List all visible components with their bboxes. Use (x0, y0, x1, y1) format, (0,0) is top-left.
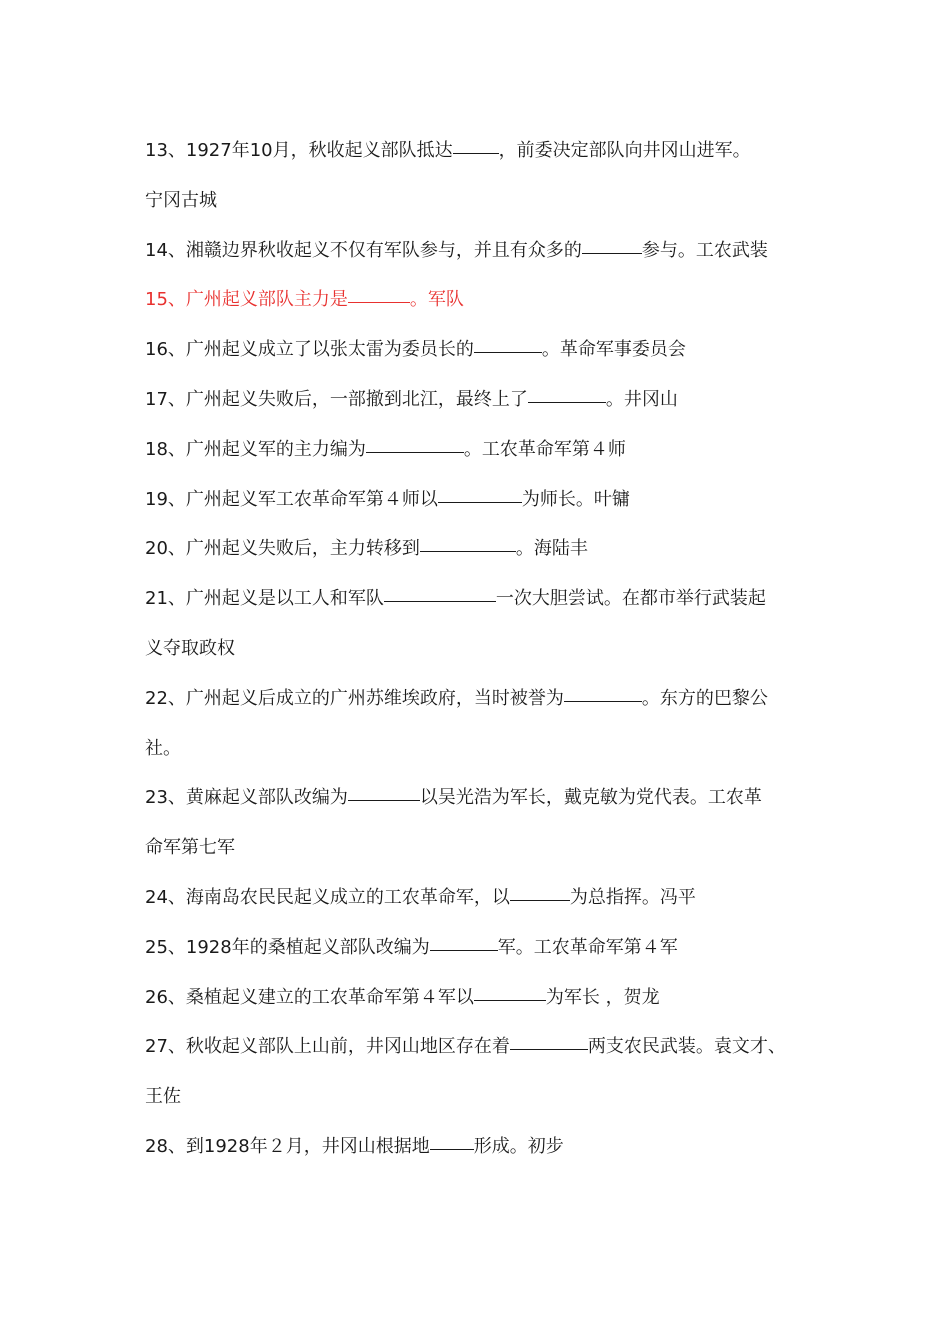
question-24 (145, 873, 825, 923)
question-text: 25、1928年的桑植起义部队改编为 (145, 936, 430, 958)
question-text: 义夺取政权 (145, 637, 235, 659)
question-text: 24、海南岛农民民起义成立的工农革命军，以 (145, 886, 510, 908)
answer-blank (438, 501, 522, 503)
answer-blank (474, 999, 546, 1001)
question-text: 参与。工农武装 (641, 239, 768, 261)
answer-blank (510, 1048, 588, 1050)
answer-blank (420, 550, 516, 552)
question-16 (145, 325, 825, 375)
question-text: 22、广州起义后成立的广州苏维埃政府，当时被誉为 (145, 687, 564, 709)
question-28 (145, 1122, 825, 1172)
question-23 (145, 773, 825, 823)
question-17 (145, 375, 825, 425)
question-22-continuation (145, 724, 825, 774)
question-text: 20、广州起义失败后，主力转移到 (145, 538, 420, 560)
question-text: 两支农民武装。袁文才、 (587, 1036, 786, 1058)
question-text: 。井冈山 (605, 388, 678, 410)
answer-blank (348, 799, 420, 801)
question-text: 以吴光浩为军长，戴克敏为党代表。工农革 (419, 787, 762, 809)
question-text: 社。 (145, 737, 181, 759)
question-15 (145, 275, 825, 325)
question-text: 命军第七军 (145, 837, 235, 859)
question-text: 19、广州起义军工农革命军第４师以 (145, 488, 438, 510)
question-text: 为师长。叶镛 (521, 488, 630, 510)
question-text: 17、广州起义失败后，一部撤到北江，最终上了 (145, 388, 528, 410)
answer-blank (453, 152, 499, 154)
question-text: 14、湘赣边界秋收起义不仅有军队参与，并且有众多的 (145, 239, 582, 261)
question-text: 形成。初步 (473, 1135, 564, 1157)
question-text: 28、到1928年２月，井冈山根据地 (145, 1135, 430, 1157)
question-21-continuation (145, 624, 825, 674)
question-text: 王佐 (145, 1086, 181, 1108)
question-20 (145, 524, 825, 574)
question-14 (145, 226, 825, 276)
question-13 (145, 126, 825, 176)
question-text: 为总指挥。冯平 (569, 886, 696, 908)
question-text: 15、广州起义部队主力是 (145, 289, 348, 311)
question-23-continuation (145, 823, 825, 873)
question-text: 为军长 ，贺龙 (545, 986, 660, 1008)
question-text: 16、广州起义成立了以张太雷为委员长的 (145, 339, 474, 361)
question-text: 26、桑植起义建立的工农革命军第４军以 (145, 986, 474, 1008)
document-page (145, 126, 825, 1172)
answer-blank (474, 351, 542, 353)
question-text: 27、秋收起义部队上山前，井冈山地区存在着 (145, 1036, 510, 1058)
question-text: 18、广州起义军的主力编为 (145, 438, 366, 460)
answer-blank (564, 700, 642, 702)
question-text: 。东方的巴黎公 (641, 687, 768, 709)
question-text: 13、1927年10月，秋收起义部队抵达 (145, 140, 453, 161)
question-text: 一次大胆尝试。在都市举行武装起 (495, 588, 766, 610)
answer-line-13 (145, 176, 825, 226)
answer-blank (348, 301, 410, 303)
question-text: 。军队 (409, 289, 464, 311)
question-text: 21、广州起义是以工人和军队 (145, 588, 384, 610)
question-text: 。工农革命军第４师 (463, 438, 626, 460)
question-text: 军。工农革命军第４军 (497, 936, 678, 958)
question-21 (145, 574, 825, 624)
answer-blank (366, 451, 464, 453)
answer-blank (384, 600, 496, 602)
question-text: ，前委决定部队向井冈山进军。 (498, 140, 751, 161)
question-19 (145, 475, 825, 525)
question-text: 。海陆丰 (515, 538, 588, 560)
answer-blank (582, 252, 642, 254)
question-18 (145, 425, 825, 475)
question-27-continuation (145, 1072, 825, 1122)
question-text: 23、黄麻起义部队改编为 (145, 787, 348, 809)
question-text: 。革命军事委员会 (541, 339, 686, 361)
answer-blank (430, 949, 498, 951)
question-27 (145, 1022, 825, 1072)
answer-blank (528, 401, 606, 403)
answer-blank (430, 1148, 474, 1150)
answer-text: 宁冈古城 (145, 189, 217, 211)
question-26 (145, 973, 825, 1023)
question-25 (145, 923, 825, 973)
answer-blank (510, 899, 570, 901)
question-22 (145, 674, 825, 724)
